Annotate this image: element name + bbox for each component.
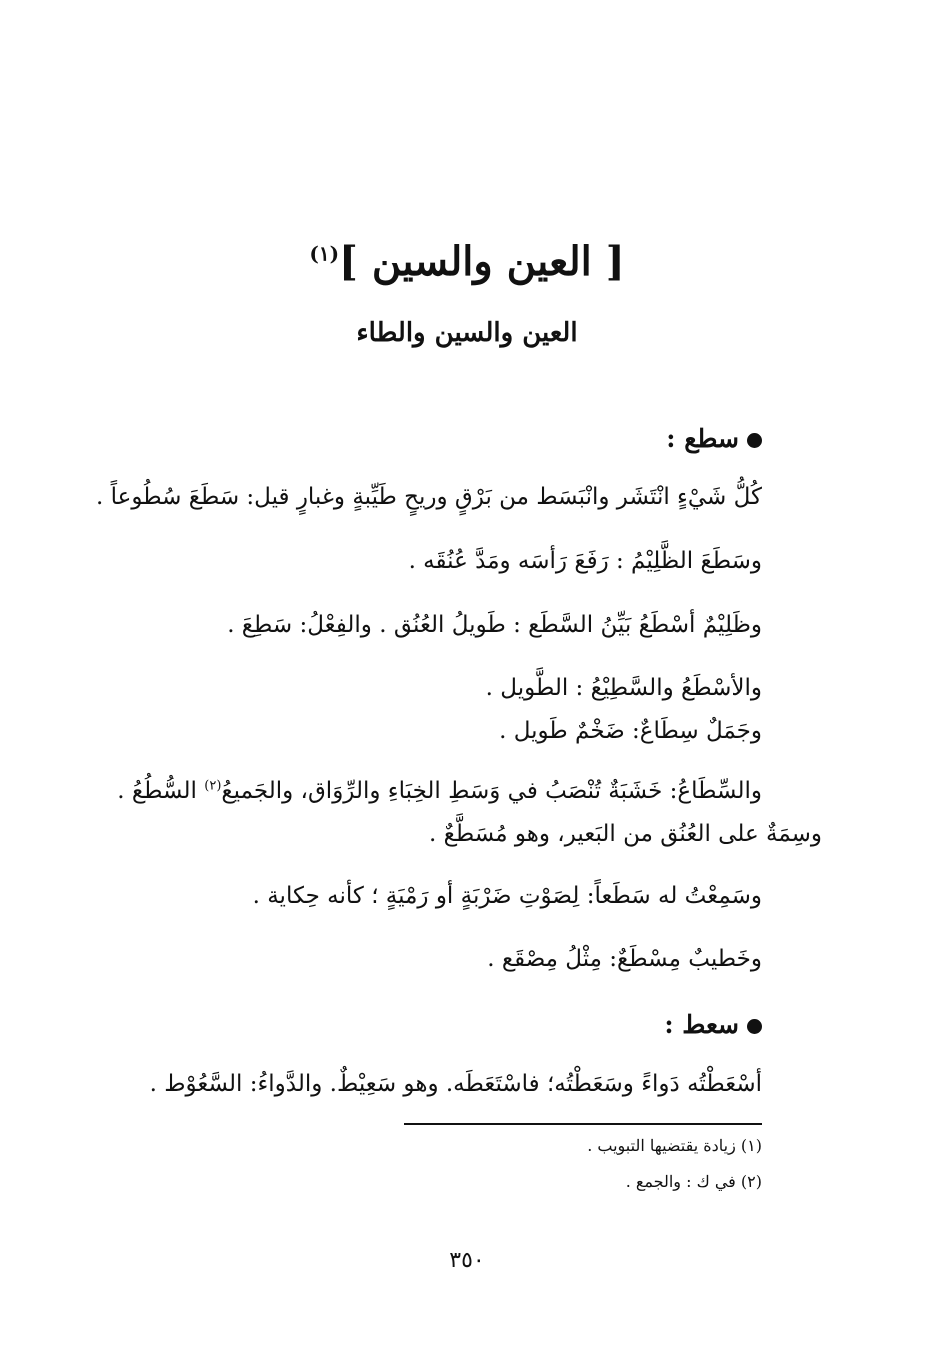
entry-line: وظَلِيْمٌ أسْطَعُ بَيِّنُ السَّطَع : طَويلُ العُنُق . والفِعْلُ: سَطِعَ .: [227, 612, 762, 638]
entry-heading-saat: [664, 1010, 762, 1040]
entry-line-with-footnote: [117, 778, 762, 806]
footnote-divider: [404, 1123, 762, 1125]
entry-line: وجَمَلٌ سِطَاعٌ: ضَخْمٌ طَويل .: [499, 718, 762, 744]
entry-line-text: والسِّطَاعُ: خَشَبَةٌ تُنْصَبُ في وَسَطِ الخِبَاءِ والرِّوَاق، والجَميعُ: [221, 778, 762, 804]
bullet-icon: [747, 433, 762, 448]
footnote-2: (٢) في ك : والجمع .: [625, 1172, 762, 1191]
footnote-1: (١) زيادة يقتضيها التبويب .: [587, 1136, 762, 1155]
bullet-icon: [747, 1019, 762, 1034]
entry-heading-text: سطع :: [666, 424, 739, 453]
entry-heading-text: سعط :: [664, 1010, 739, 1039]
entry-line: وسِمَةٌ على العُنُق من البَعير، وهو مُسَطَّعٌ .: [429, 821, 822, 847]
section-subtitle: العين والسين والطاء: [356, 318, 578, 348]
entry-line: والأسْطَعُ والسَّطِيْعُ : الطَّويل .: [485, 675, 762, 701]
entry-line: كُلُّ شَيْءٍ انْتَشَر وانْبَسَط من بَرْقٍ وريحٍ طَيِّبةٍ وغبارٍ قيل: سَطَعَ سُطُوعاً .: [96, 484, 762, 510]
title-footnote-ref: (١): [309, 241, 340, 266]
entry-heading-sate: [666, 424, 762, 454]
entry-line-continuation: السُّطُعُ .: [117, 778, 197, 804]
entry-line: وسَطَعَ الظَّلِيْمُ : رَفَعَ رَأسَه ومَدَّ عُنُقَه .: [408, 548, 762, 574]
line-footnote-ref: (٢): [204, 778, 222, 794]
chapter-title-text: [ العين والسين ]: [339, 238, 625, 285]
entry-line: وسَمِعْتُ له سَطَعاً: لِصَوْتِ ضَرْبَةٍ أو رَمْيَةٍ ؛ كأنه حِكاية .: [252, 883, 762, 909]
page-number: ٣٥٠: [449, 1248, 485, 1273]
chapter-title: [0, 238, 934, 285]
entry-line: وخَطيبٌ مِسْطَعٌ: مِثْلُ مِصْقَع .: [487, 946, 762, 972]
entry-line: أسْعَطْتُه دَواءً وسَعَطْتُه؛ فاسْتَعَطَه. وهو سَعِيْطٌ. والدَّواءُ: السَّعُوْط .: [149, 1071, 762, 1097]
